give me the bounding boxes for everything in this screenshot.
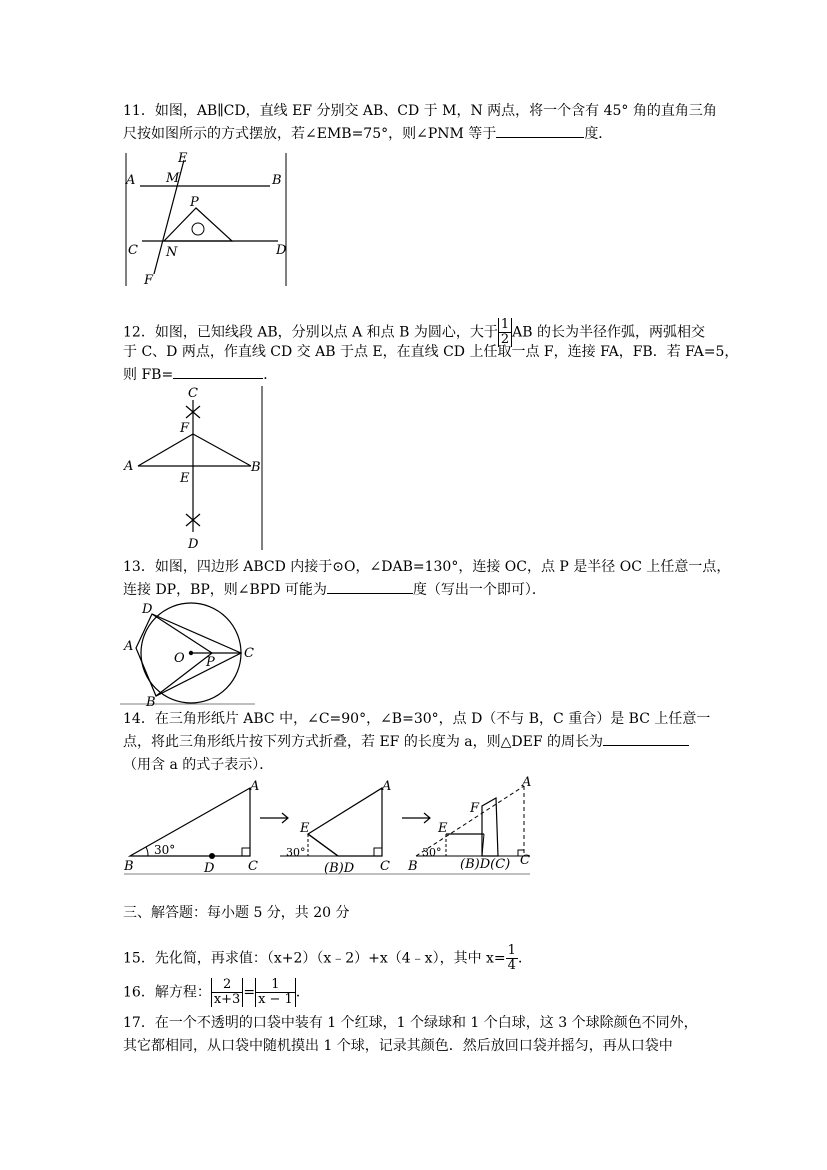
q15-text: 15．先化简，再求值：（x+2）（x﹣2）+x（4﹣x），其中 x= <box>123 950 506 967</box>
q14-line2 <box>123 731 689 753</box>
q14-line1: 14．在三角形纸片 ABC 中，∠C=90°，∠B=30°，点 D（不与 B，C 重合）是 BC 上任意一 <box>123 711 711 727</box>
q14-panel3-label-bdc: (B)D(C) <box>460 857 511 872</box>
section-heading: 三、解答题：每小题 5 分，共 20 分 <box>123 905 350 921</box>
q15-end: ． <box>517 950 532 967</box>
q12-label-c: C <box>188 386 198 401</box>
q14-text: 点，将此三角形纸片按下列方式折叠，若 EF 的长度为 a，则△DEF 的周长为 <box>123 734 604 750</box>
q11-triangle <box>164 208 232 241</box>
q14-panel3-angle-label: 30° <box>422 846 442 859</box>
q14-panel1-point-d <box>209 853 215 859</box>
q12-text-b: AB 的长为半径作弧，两弧相交 <box>512 324 706 341</box>
q12-end: ． <box>263 367 278 383</box>
q14-panel2-label-bd: (B)D <box>324 861 355 876</box>
q12-figure <box>120 382 270 552</box>
q11-label-e: E <box>178 151 188 166</box>
q11-figure <box>120 150 295 292</box>
q13-label-c: C <box>244 646 254 661</box>
q11-answer-blank[interactable] <box>496 123 584 138</box>
q14-panel3-flap <box>482 798 498 856</box>
q13-label-o: O <box>174 651 185 666</box>
q14-figure <box>120 776 540 876</box>
q12-frac-den: 2 <box>500 332 510 347</box>
q12-segment-fa <box>138 434 193 466</box>
q14-panel1-angle-label: 30° <box>154 843 176 857</box>
q16-equals: = <box>243 984 256 1001</box>
q14-panel2-quad <box>308 788 382 856</box>
q14-panel2-angle-label: 30° <box>286 846 306 859</box>
q11-label-p: P <box>190 195 199 210</box>
q11-triangle-hole <box>192 223 204 235</box>
q13-figure <box>120 600 265 708</box>
q12-label-d: D <box>188 537 199 552</box>
q11-label-a: A <box>126 173 136 188</box>
q12-segment-fb <box>193 434 251 466</box>
q15-fraction <box>506 944 518 973</box>
q13-label-b: B <box>146 695 156 708</box>
q11-label-b: B <box>272 173 282 188</box>
q13-line1: 13．如图，四边形 ABCD 内接于⊙O，∠DAB=130°，连接 OC，点 P 是半径 OC 上任意一点， <box>123 559 731 575</box>
q14-line3: （用含 a 的式子表示）． <box>123 757 274 773</box>
q13-segment-dp <box>152 614 212 653</box>
q14-panel1-triangle <box>130 788 250 856</box>
q14-panel2-label-e: E <box>300 821 310 836</box>
q14-panel1-label-d: D <box>204 861 215 876</box>
q13-line2 <box>123 579 546 601</box>
q16-lhs-den: x+3 <box>213 992 241 1007</box>
q14-panel2-label-c: C <box>380 859 390 874</box>
q17-line1: 17．在一个不透明的口袋中装有 1 个红球，1 个绿球和 1 个白球，这 3 个球除颜色不同外， <box>123 1015 698 1031</box>
q16-lhs-num: 2 <box>212 978 243 993</box>
q12-label-e: E <box>180 471 190 486</box>
q13-unit: 度（写出一个即可）． <box>412 582 546 598</box>
q14-panel3-label-a: A <box>522 776 532 790</box>
q13-label-a: A <box>124 639 134 654</box>
q14-panel2-label-a: A <box>382 779 392 794</box>
q11-line1: 11．如图，AB∥CD，直线 EF 分别交 AB、CD 于 M，N 两点，将一个含有 45° 角的直角三角 <box>123 103 717 119</box>
q12-answer-blank[interactable] <box>173 364 263 379</box>
q15-frac-den: 4 <box>507 958 516 973</box>
q14-panel3-label-e: E <box>438 821 448 836</box>
q12-label-b: B <box>251 460 261 475</box>
q13-center-dot <box>189 651 193 655</box>
q14-panel2-right-angle <box>374 848 382 856</box>
q11-label-c: C <box>128 243 138 258</box>
q14-panel3-label-b: B <box>408 859 418 874</box>
q12-label-f: F <box>180 421 190 436</box>
q16-rhs-num: 1 <box>256 978 295 993</box>
q11-label-f: F <box>144 273 154 288</box>
q11-label-n: N <box>166 245 178 260</box>
q12-text-c: 则 FB= <box>123 367 174 383</box>
q15-line <box>123 944 532 973</box>
q13-label-d: D <box>142 602 153 617</box>
q12-line2: 于 C、D 两点，作直线 CD 交 AB 于点 E，在直线 CD 上任取一点 F，连接 FA，FB．若 FA=5， <box>123 344 739 360</box>
q14-panel1-label-c: C <box>248 859 258 874</box>
q11-label-m: M <box>166 171 180 186</box>
q13-label-p: P <box>206 655 215 670</box>
q11-text: 尺按如图所示的方式摆放，若∠EMB=75°，则∠PNM 等于 <box>123 126 497 142</box>
q11-unit: 度． <box>584 126 613 142</box>
q14-arrow-1 <box>260 813 288 823</box>
q14-answer-blank[interactable] <box>603 731 689 746</box>
q16-rhs-fraction <box>255 978 296 1007</box>
q12-text-a: 12．如图，已知线段 AB，分别以点 A 和点 B 为圆心，大于 <box>123 324 498 341</box>
q16-prefix: 16．解方程： <box>123 984 211 1001</box>
q11-label-d: D <box>276 243 287 258</box>
q14-panel1-label-b: B <box>124 859 134 874</box>
q14-arrow-2 <box>402 813 430 823</box>
q12-frac-num: 1 <box>500 317 510 332</box>
q16-line <box>123 978 310 1007</box>
q13-text: 连接 DP，BP，则∠BPD 可能为 <box>123 582 327 598</box>
q14-panel1-right-angle <box>242 848 250 856</box>
q15-frac-num: 1 <box>507 943 516 958</box>
q16-rhs-den: x − 1 <box>258 992 293 1007</box>
q11-line2 <box>123 123 612 145</box>
q17-line2: 其它都相同，从口袋中随机摸出 1 个球，记录其颜色．然后放回口袋并摇匀，再从口袋中 <box>123 1038 673 1054</box>
q12-label-a: A <box>124 459 134 474</box>
q14-panel3-label-c: C <box>520 853 530 868</box>
q14-panel3-label-f: F <box>470 801 480 816</box>
q13-answer-blank[interactable] <box>327 579 413 594</box>
q14-panel1-label-a: A <box>250 779 260 794</box>
q16-lhs-fraction <box>211 978 244 1007</box>
q14-panel1-angle-arc <box>146 847 148 856</box>
q16-end: ． <box>295 984 310 1001</box>
q14-panel2-fold <box>308 834 338 856</box>
